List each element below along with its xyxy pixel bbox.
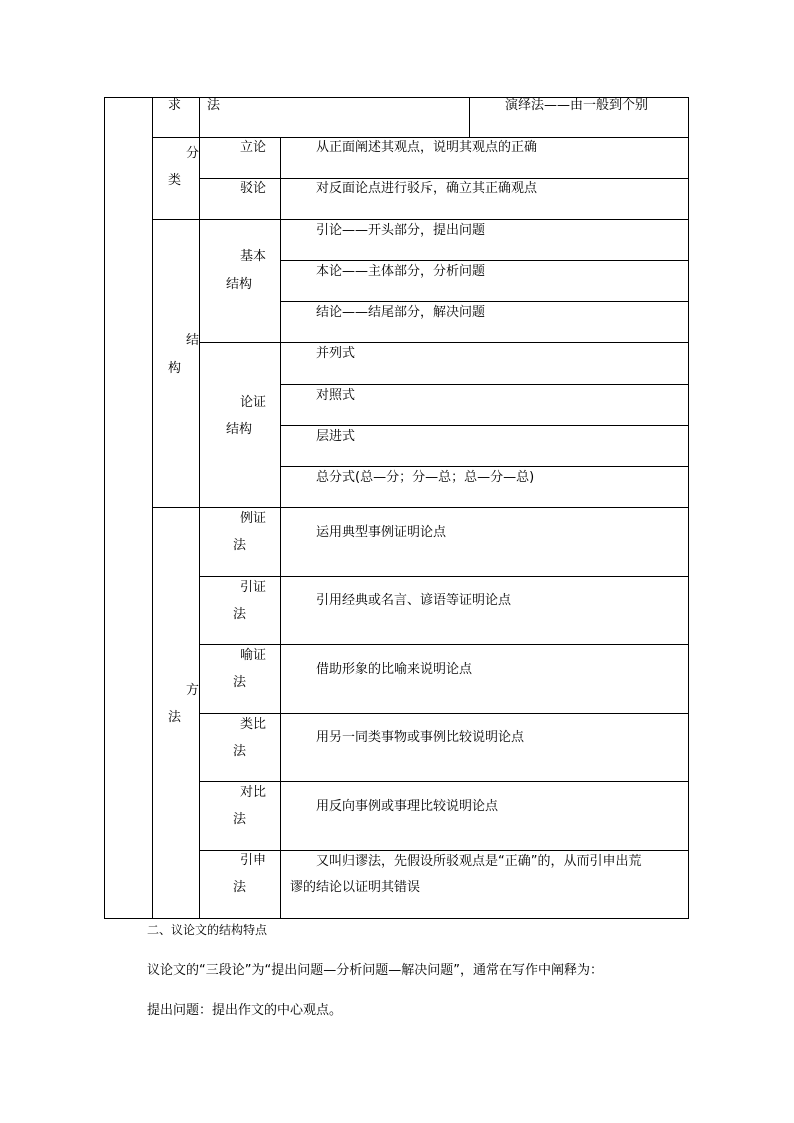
classification-desc: 对反面论点进行驳斥，确立其正确观点 xyxy=(316,181,538,196)
basic-structure-item: 结论——结尾部分，解决问题 xyxy=(316,305,486,320)
classification-desc: 从正面阐述其观点，说明其观点的正确 xyxy=(316,140,538,155)
row-label-qiu: 求 xyxy=(168,98,182,113)
argument-structure-item: 对照式 xyxy=(316,388,356,403)
row-sub-fa: 法 xyxy=(207,98,221,113)
section-heading: 二、议论文的结构特点 xyxy=(147,923,268,937)
method-name-b: 法 xyxy=(233,744,247,759)
method-name-a: 类比 xyxy=(240,717,267,732)
classification-name: 驳论 xyxy=(240,181,267,196)
argument-structure-item: 并列式 xyxy=(316,346,356,361)
basic-structure-item: 引论——开头部分，提出问题 xyxy=(316,223,486,238)
method-desc-continued: 谬的结论以证明其错误 xyxy=(290,880,421,895)
body-paragraph: 议论文的“三段论”为“提出问题—分析问题—解决问题”，通常在写作中阐释为： xyxy=(147,963,603,978)
method-desc: 运用典型事例证明论点 xyxy=(316,525,447,540)
basic-structure-item: 本论——主体部分，分析问题 xyxy=(316,264,486,279)
basic-structure-name-a: 基本 xyxy=(240,249,267,264)
method-name-b: 法 xyxy=(233,675,247,690)
method-desc: 又叫归谬法，先假设所驳观点是“正确”的，从而引申出荒 xyxy=(316,854,642,869)
basic-structure-name-b: 结构 xyxy=(226,277,253,292)
method-desc: 借助形象的比喻来说明论点 xyxy=(316,662,473,677)
method-name-b: 法 xyxy=(233,538,247,553)
argument-structure-item: 层进式 xyxy=(316,429,356,444)
structure-label-b: 构 xyxy=(168,361,182,376)
classification-label-b: 类 xyxy=(168,173,182,188)
body-paragraph: 提出问题：提出作文的中心观点。 xyxy=(147,1003,343,1018)
classification-label-a: 分 xyxy=(186,146,200,161)
classification-name: 立论 xyxy=(240,140,267,155)
method-name-b: 法 xyxy=(233,880,247,895)
methods-label-b: 法 xyxy=(168,710,182,725)
method-name-a: 引证 xyxy=(240,580,267,595)
method-name-a: 对比 xyxy=(240,785,267,800)
method-name-a: 喻证 xyxy=(240,648,267,663)
method-name-a: 例证 xyxy=(240,511,267,526)
structure-label-a: 结 xyxy=(186,333,200,348)
method-name-b: 法 xyxy=(233,812,247,827)
deduction-text: 演绎法——由一般到个别 xyxy=(505,98,649,113)
method-desc: 用反向事例或事理比较说明论点 xyxy=(316,799,499,814)
method-desc: 用另一同类事物或事例比较说明论点 xyxy=(316,730,525,745)
argument-structure-name-b: 结构 xyxy=(226,422,253,437)
method-name-a: 引申 xyxy=(240,853,267,868)
method-name-b: 法 xyxy=(233,607,247,622)
methods-label-a: 方 xyxy=(186,683,200,698)
method-desc: 引用经典或名言、谚语等证明论点 xyxy=(316,593,512,608)
argument-structure-name-a: 论证 xyxy=(240,395,267,410)
argument-structure-item: 总分式(总—分；分—总；总—分—总) xyxy=(316,470,535,485)
